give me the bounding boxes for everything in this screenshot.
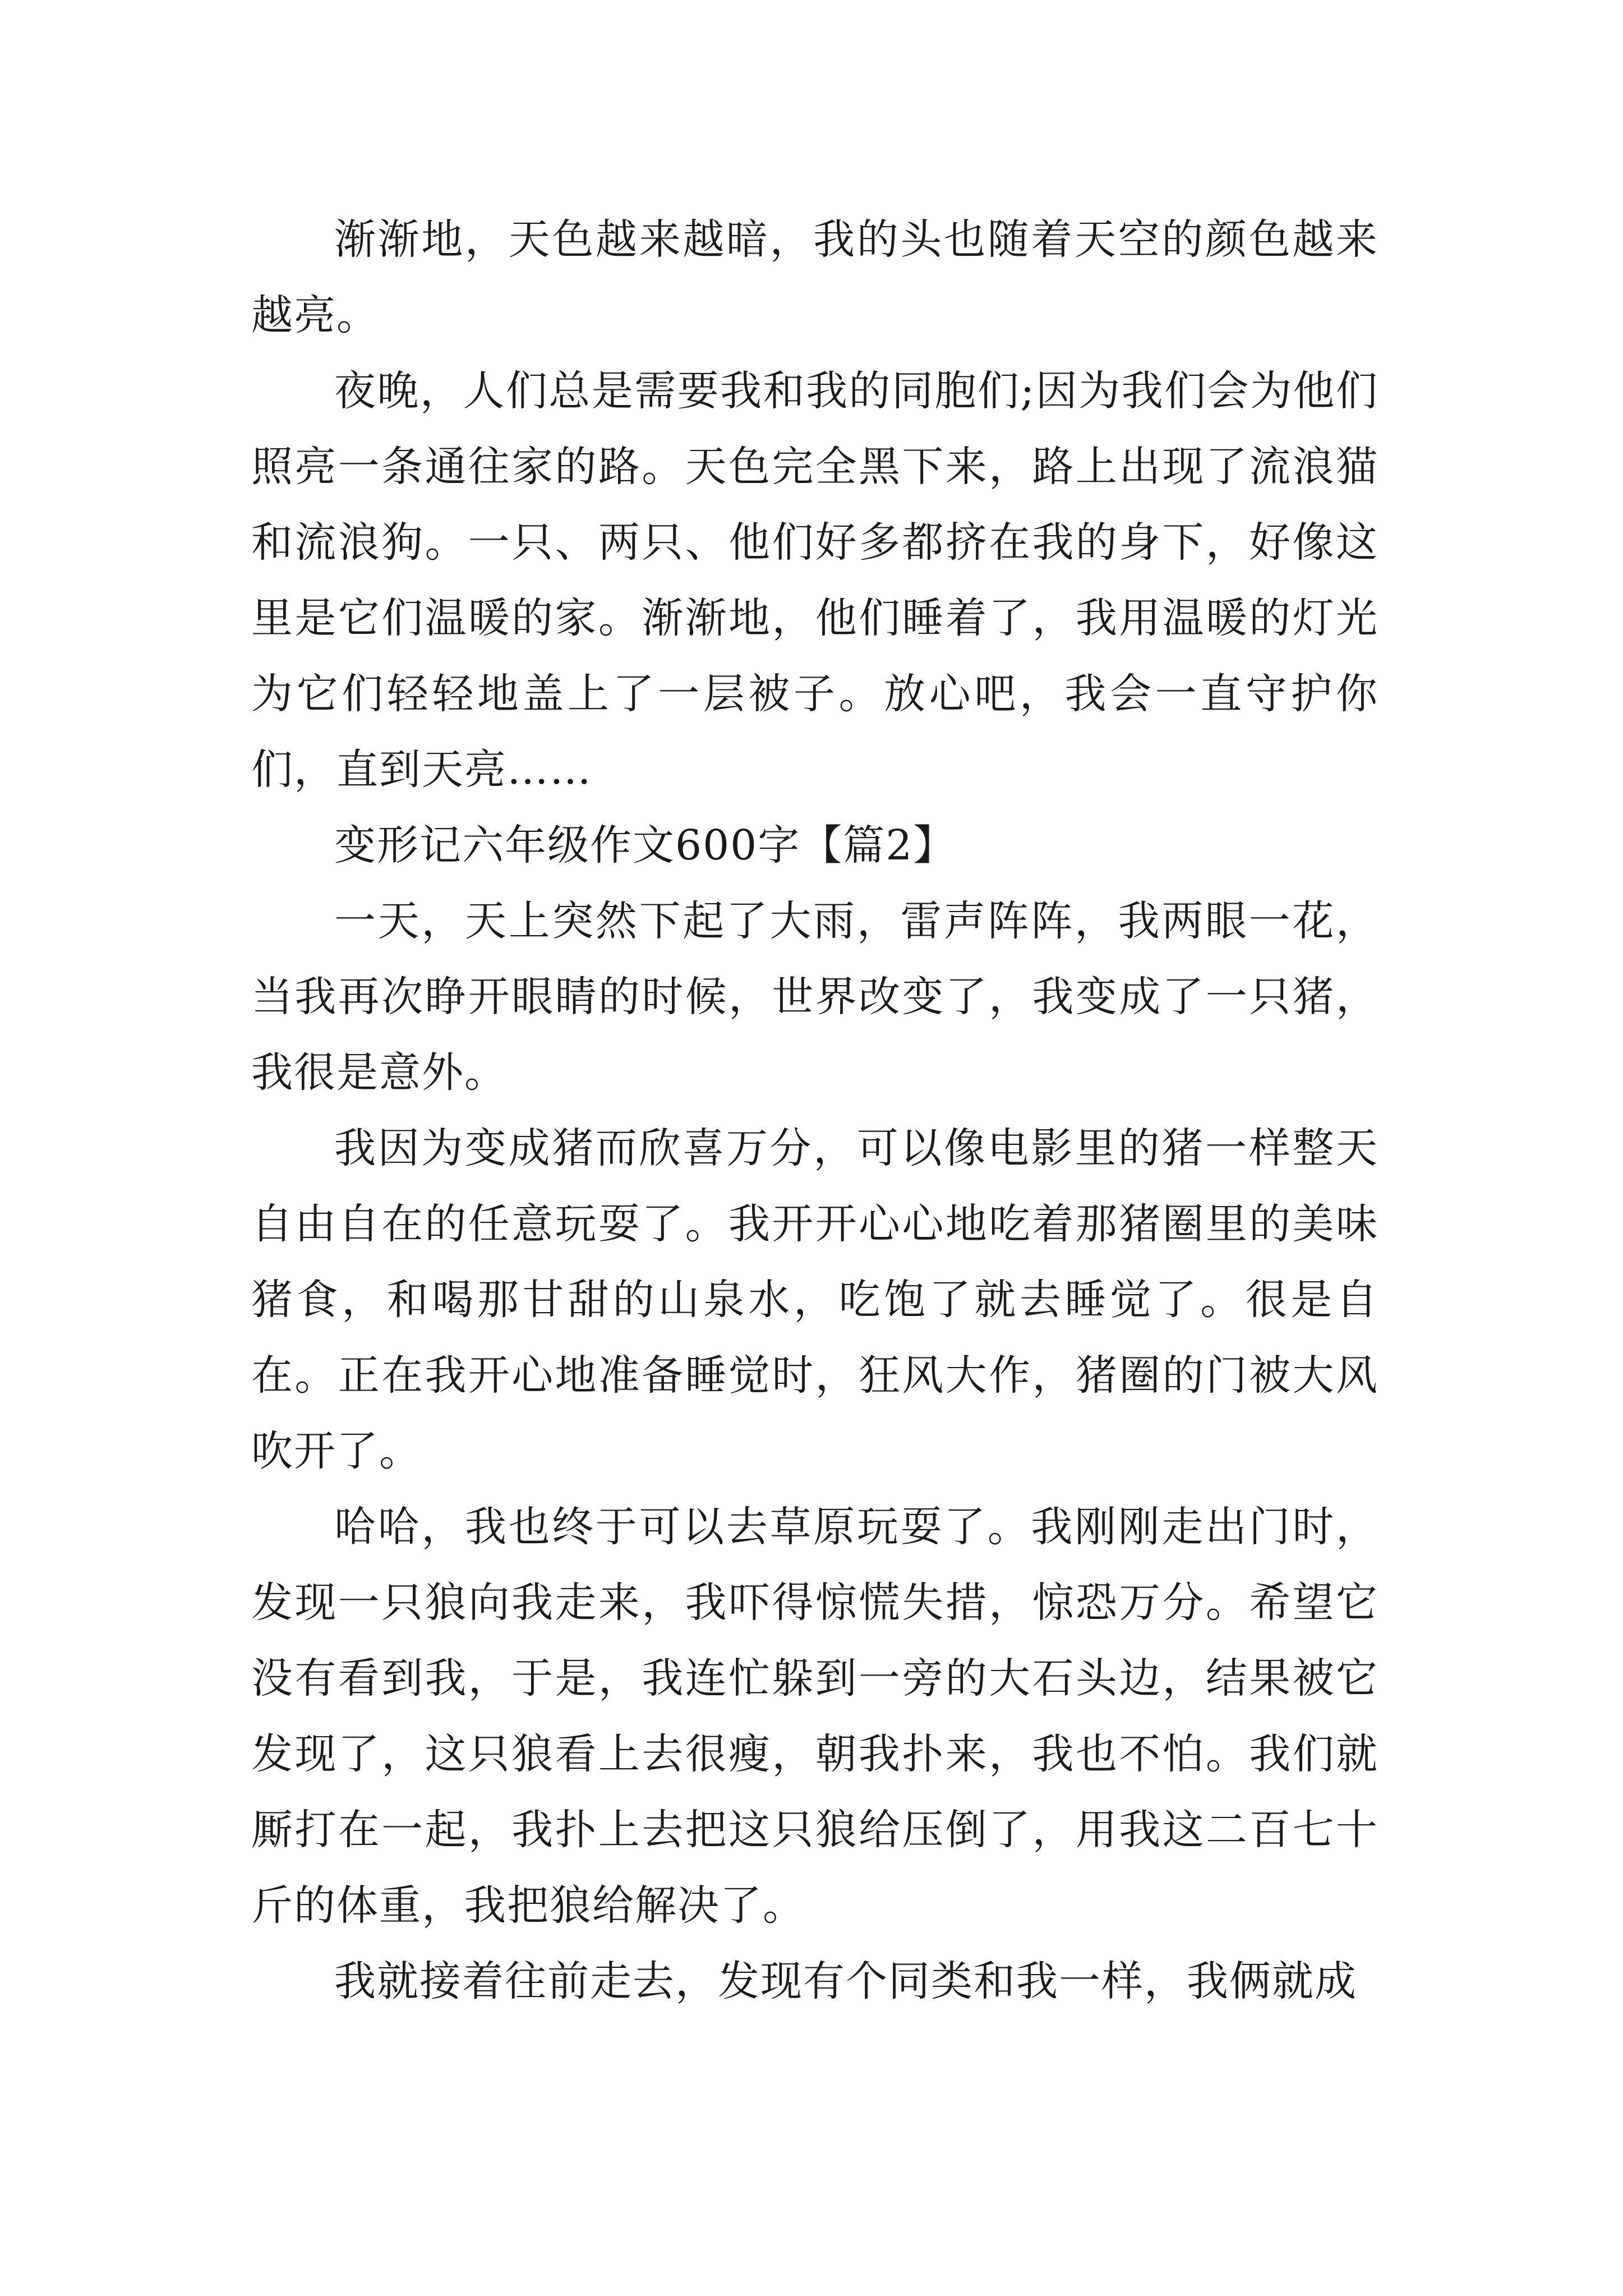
paragraph-1: 渐渐地，天色越来越暗，我的头也随着天空的颜色越来越亮。 — [251, 215, 1378, 339]
paragraph-3: 一天，天上突然下起了大雨，雷声阵阵，我两眼一花，当我再次睁开眼睛的时候，世界改变了，我变成了一只猪，我很是意外。 — [251, 897, 1378, 1097]
document-body — [251, 202, 1378, 2019]
paragraph-4: 我因为变成猪而欣喜万分，可以像电影里的猪一样整天自由自在的任意玩耍了。我开开心心地吃着那猪圈里的美味猪食，和喝那甘甜的山泉水，吃饱了就去睡觉了。很是自在。正在我开心地准备睡觉时，狂风大作，猪圈的门被大风吹开了。 — [251, 1124, 1378, 1475]
paragraph-6: 我就接着往前走去，发现有个同类和我一样，我俩就成 — [334, 1957, 1357, 2005]
paragraph-2: 夜晚，人们总是需要我和我的同胞们;因为我们会为他们照亮一条通往家的路。天色完全黑下来，路上出现了流浪猫和流浪狗。一只、两只、他们好多都挤在我的身下，好像这里是它们温暖的家。渐渐地，他们睡着了，我用温暖的灯光为它们轻轻地盖上了一层被子。放心吧，我会一直守护你们，直到天亮…… — [251, 367, 1378, 794]
section-heading: 变形记六年级作文600字【篇2】 — [334, 821, 956, 869]
paragraph-5: 哈哈，我也终于可以去草原玩耍了。我刚刚走出门时，发现一只狼向我走来，我吓得惊慌失措，惊恐万分。希望它没有看到我，于是，我连忙躲到一旁的大石头边，结果被它发现了，这只狼看上去很瘦，朝我扑来，我也不怕。我们就厮打在一起，我扑上去把这只狼给压倒了，用我这二百七十斤的体重，我把狼给解决了。 — [251, 1503, 1378, 1930]
